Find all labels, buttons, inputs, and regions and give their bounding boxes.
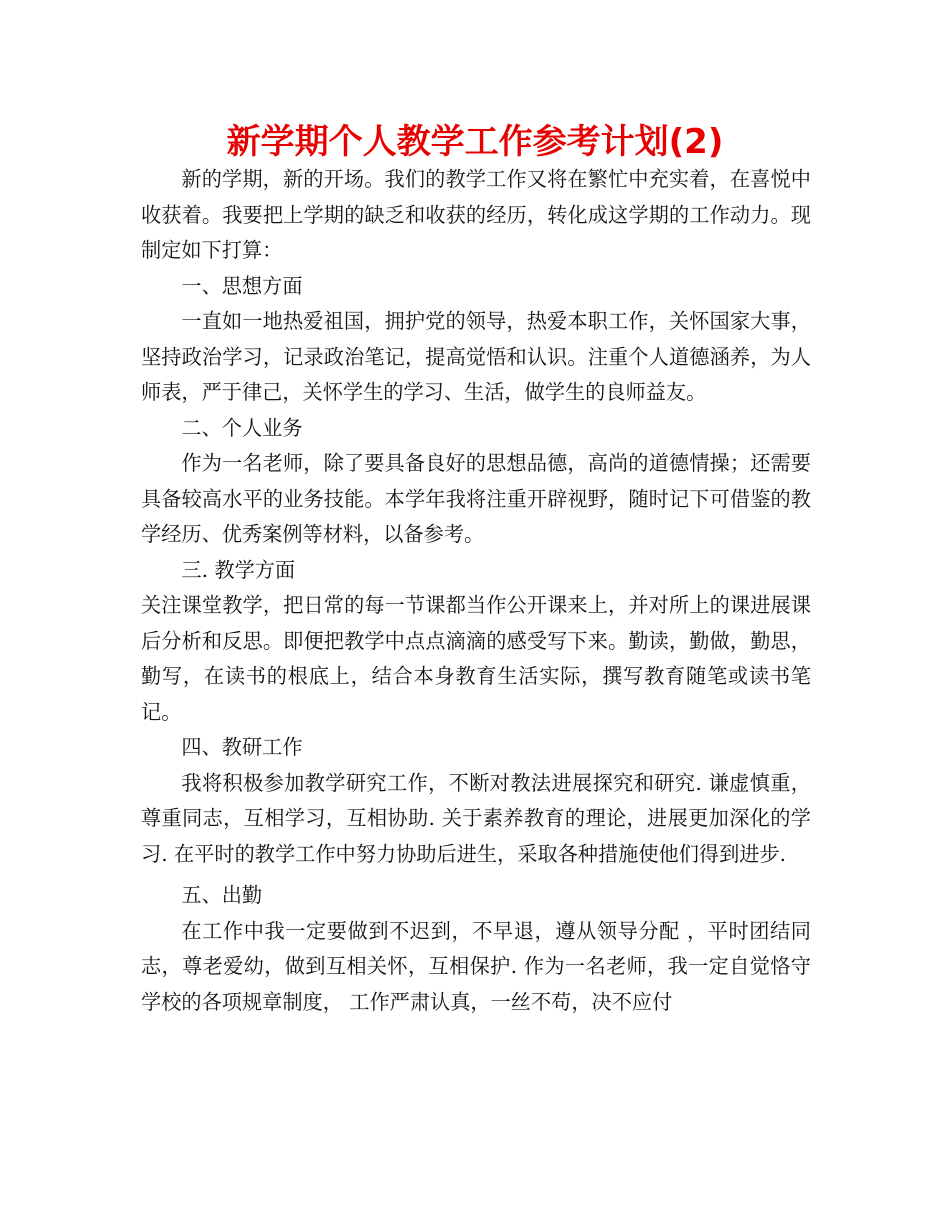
paragraph-teaching: 关注课堂教学，把日常的每一节课都当作公开课来上，并对所上的课进展课后分析和反思。即便把教学中点点滴滴的感受写下来。勤读，勤做，勤思，勤写，在读书的根底上，结合本身教育生活实际，撰写教育随笔或读书笔记。 [141,593,811,724]
paragraph-research: 我将积极参加教学研究工作，不断对教法进展探究和研究. 谦虚慎重，尊重同志，互相学习，互相协助. 关于素养教育的理论，进展更加深化的学习. 在平时的教学工作中努力协助后进生，采取各种措施使他们得到进步. [141,770,811,866]
section-heading-research: 四、教研工作 [181,735,303,759]
section-heading-business: 二、个人业务 [181,415,303,440]
document-title: 新学期个人教学工作参考计划(2) [226,122,724,162]
paragraph-attendance: 在工作中我一定要做到不迟到，不早退，遵从领导分配 ，平时团结同志，尊老爱幼，做到互相关怀，互相保护. 作为一名老师，我一定自觉恪守学校的各项规章制度， 工作严肃认真，一丝不苟，决不应付 [141,918,811,1014]
paragraph-thought: 一直如一地热爱祖国，拥护党的领导，热爱本职工作，关怀国家大事，坚持政治学习，记录政治笔记，提高觉悟和认识。注重个人道德涵养，为人师表，严于律己，关怀学生的学习、生活，做学生的良师益友。 [141,309,811,404]
document-body [141,162,811,1020]
intro-paragraph: 新的学期，新的开场。我们的教学工作又将在繁忙中充实着，在喜悦中收获着。我要把上学期的缺乏和收获的经历，转化成这学期的工作动力。现制定如下打算： [141,167,811,262]
paragraph-business: 作为一名老师，除了要具备良好的思想品德，高尚的道德情操；还需要具备较高水平的业务技能。本学年我将注重开辟视野，随时记下可借鉴的教学经历、优秀案例等材料，以备参考。 [141,451,811,546]
section-heading-teaching: 三. 教学方面 [181,557,296,582]
section-heading-attendance: 五、出勤 [181,883,263,907]
section-heading-thought: 一、思想方面 [181,273,303,298]
